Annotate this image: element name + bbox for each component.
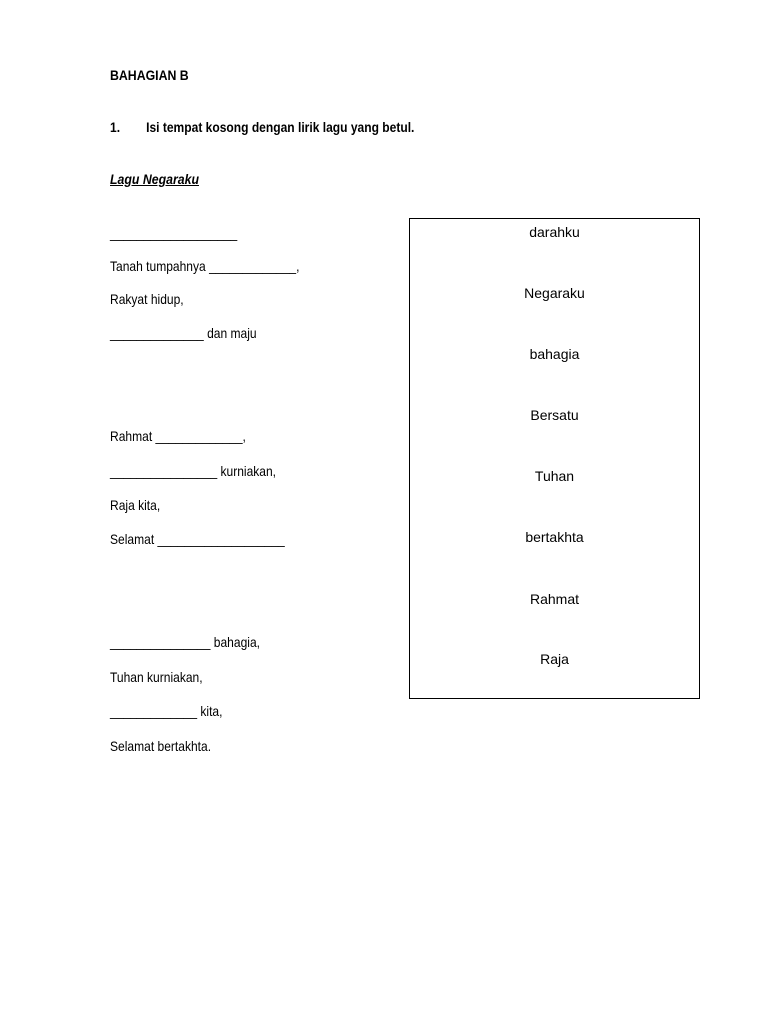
- lyric-line-2: Tanah tumpahnya _____________,: [110, 258, 300, 274]
- lyric-line-10: Tuhan kurniakan,: [110, 669, 203, 685]
- song-title: Lagu Negaraku: [110, 171, 200, 187]
- lyric-line-7: Raja kita,: [110, 497, 161, 513]
- word-bank-item: Rahmat: [529, 591, 580, 607]
- lyric-line-1: ___________________: [110, 225, 238, 241]
- question-text: Isi tempat kosong dengan lirik lagu yang betul.: [146, 119, 415, 135]
- lyric-line-11: _____________ kita,: [110, 703, 223, 719]
- word-bank-item: Negaraku: [524, 285, 585, 301]
- word-bank-item: bertakhta: [525, 529, 584, 545]
- lyric-line-9: _______________ bahagia,: [110, 634, 260, 650]
- section-title: BAHAGIAN B: [110, 67, 189, 83]
- lyric-line-3: Rakyat hidup,: [110, 291, 184, 307]
- word-bank-box: [409, 218, 700, 699]
- word-bank-item: bahagia: [529, 346, 580, 362]
- lyric-line-12: Selamat bertakhta.: [110, 738, 212, 754]
- word-bank-item: Bersatu: [530, 407, 579, 423]
- word-bank-item: darahku: [529, 224, 580, 240]
- question-number: 1.: [110, 119, 121, 135]
- question: [110, 119, 414, 135]
- lyric-line-5: Rahmat _____________,: [110, 428, 246, 444]
- word-bank-item: Raja: [540, 651, 569, 667]
- word-bank-item: Tuhan: [534, 468, 575, 484]
- lyric-line-8: Selamat ___________________: [110, 531, 285, 547]
- lyric-line-4: ______________ dan maju: [110, 325, 257, 341]
- lyric-line-6: ________________ kurniakan,: [110, 463, 277, 479]
